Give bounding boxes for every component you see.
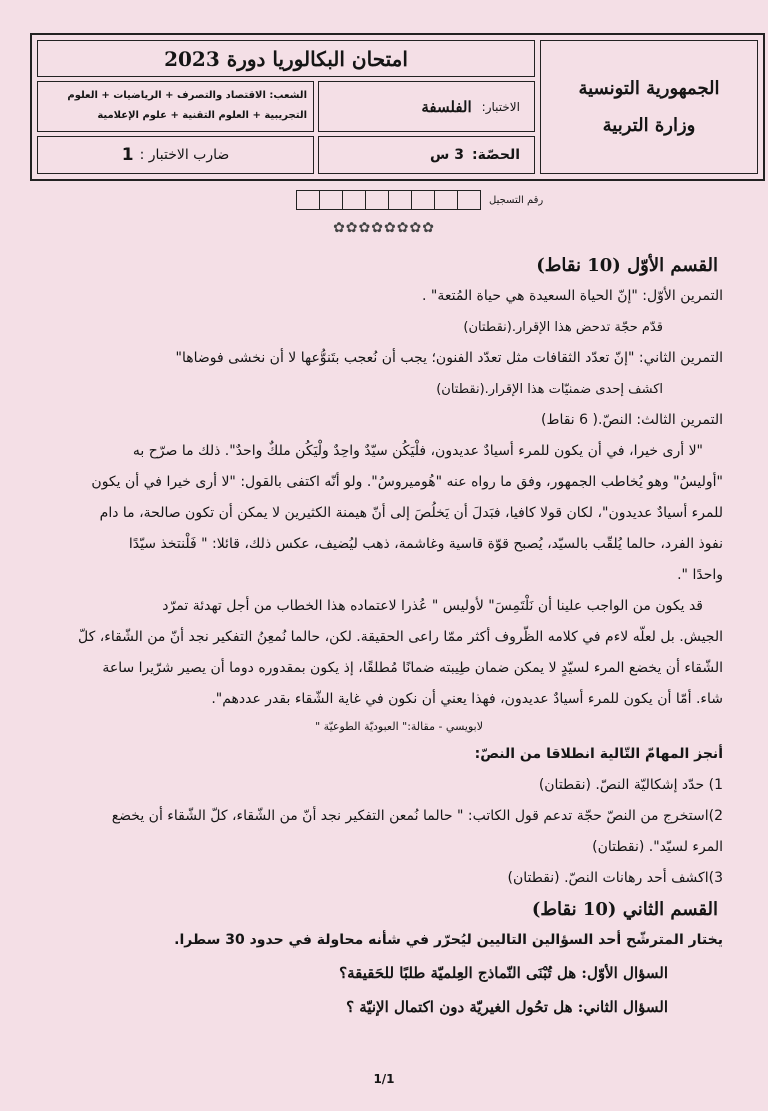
text-paragraph-1 xyxy=(30,436,723,591)
exercise3-heading: التمرين الثالث: النصّ.( 6 نقاط) xyxy=(541,412,723,428)
duration-value: 3 س xyxy=(430,147,464,163)
country-name: الجمهورية التونسية xyxy=(578,78,720,99)
registration-row xyxy=(297,190,543,210)
part2-intro: يختار المترشّح أحد السؤالين التاليين ليُحرّر في شأنه محاولة في حدود 30 سطرا. xyxy=(174,932,723,948)
task-3: 3)اكشف أحد رهانات النصّ. (نقطتان) xyxy=(507,870,723,886)
duration-label: الحصّة: xyxy=(471,147,520,163)
ministry-name: وزارة التربية xyxy=(602,115,696,136)
essay-question-2: السؤال الثاني: هل تحُول الغيريّة دون اكتمال الإنيّة ؟ xyxy=(346,998,668,1016)
text-line: قد يكون من الواجب علينا أن نَلْتَمِسَ" لأوليس " عُذرا لاعتماده هذا الخطاب من أجل تهدئة تمرّد xyxy=(162,598,703,614)
exercise2-task: اكشف إحدى ضمنيّات هذا الإقرار.(نقطتان) xyxy=(436,382,663,397)
exam-content xyxy=(30,250,723,1024)
text-line: "لا أرى خيرا، في أن يكون للمرء أسيادٌ عديدون، فلْيَكُن سيّدٌ واحِدٌ ولْيَكُن ملكٌ واحدٌ". ذلك ما صرّح به xyxy=(132,443,703,459)
exercise1-statement: التمرين الأوّل: "إنّ الحياة السعيدة هي حياة المُتعة" . xyxy=(422,288,723,304)
exam-title: امتحان البكالوريا دورة 2023 xyxy=(37,40,535,77)
text-source: لابويسي - مقالة:" العبوديّة الطوعيّة " xyxy=(315,720,483,733)
duration-cell xyxy=(318,136,535,174)
task-2: 2)استخرج من النصّ حجّة تدعم قول الكاتب: " حالما نُمعن التفكير نجد أنّ من الشّقاء، كلّ الشّقاء أن يخضع xyxy=(111,808,723,824)
ornament-divider: ✿✿✿✿✿✿✿✿ xyxy=(333,220,435,236)
text-paragraph-2 xyxy=(30,591,723,715)
part1-title: القسم الأوّل (10 نقاط) xyxy=(536,255,718,276)
coefficient-label: ضارب الاختبار : xyxy=(139,147,230,163)
registration-box[interactable] xyxy=(319,190,343,210)
text-line: الجيش. بل لعلّه لاءم في كلامه الظّروف أكثر ممّا راعى الحقيقة. لكن، حالما نُمعِنُ التفكير نجد أنّ من الشّقاء، كلّ xyxy=(78,629,723,645)
exercise2-statement: التمرين الثاني: "إنّ تعدّد الثقافات مثل تعدّد الفنون؛ يجب أن نُعجب بتَنوُّعها لا أن نخشى فوضاها" xyxy=(175,350,723,366)
exercise1-task: قدّم حجّة تدحض هذا الإقرار.(نقطتان) xyxy=(463,320,663,335)
text-line: نفوذ الفرد، حالما يُلقّب بالسيّد، يُصبح قوّة قاسية وغاشمة، ذهب ليُضيف، عكس ذلك، قائلا: " فَلْنتخذ سيّدًا xyxy=(128,536,723,552)
text-line: للمرء أسيادٌ عديدون"، لكان قولا كافيا، فبَدلَ أن يَخلُصَ إلى أنّ هيمنة الكثيرين لا يمكن أن تكون صالحة، ما دام xyxy=(99,505,723,521)
issuer-cell xyxy=(540,40,758,174)
task-1: 1) حدّد إشكاليّة النصّ. (نقطتان) xyxy=(538,777,723,793)
registration-box[interactable] xyxy=(434,190,458,210)
task-2-continued: المرء لسيّد". (نقطتان) xyxy=(592,839,723,855)
registration-box[interactable] xyxy=(411,190,435,210)
part2-title: القسم الثاني (10 نقاط) xyxy=(531,899,718,920)
tasks-intro: أنجز المهامّ التّالية انطلاقا من النصّ: xyxy=(474,746,723,762)
registration-box[interactable] xyxy=(342,190,366,210)
text-line: واحدًا ". xyxy=(677,567,723,583)
text-line: الشّقاء أن يخضع المرء لسيّدٍ لا يمكن ضمان طِيبته ضمانًا مُطلقًا، إذ يكون بمقدوره دوما أن يصير شرّيرا ساعة xyxy=(102,660,723,676)
text-line: شاء. أمّا أن يكون للمرء أسيادٌ عديدون، فهذا يعني أن نكون في غاية الشّقاء بقدر عددهم". xyxy=(211,691,723,707)
exam-sections: الشعب: الاقتصاد والتصرف + الرياضيات + العلوم التجريبية + العلوم التقنية + علوم الإعلامية xyxy=(37,81,314,132)
registration-box[interactable] xyxy=(457,190,481,210)
text-line: "أوليسُ" وهو يُخاطب الجمهور، وفق ما رواه عنه "هُوميروسُ". ولو أنّه اكتفى بالقول: "لا أرى خيرا في أن يكون xyxy=(91,474,723,490)
registration-box[interactable] xyxy=(365,190,389,210)
essay-question-1: السؤال الأوّل: هل تُبْنَى النّماذج العِلميّة طلبًا للحَقيقة؟ xyxy=(339,964,668,982)
registration-boxes xyxy=(297,190,481,210)
coefficient-value: 1 xyxy=(121,145,134,165)
registration-label: رقم التسجيل xyxy=(489,194,544,206)
registration-box[interactable] xyxy=(388,190,412,210)
coefficient-cell xyxy=(37,136,314,174)
page-number: 1/1 xyxy=(373,1072,395,1086)
subject-value: الفلسفة xyxy=(421,97,472,116)
exam-header xyxy=(30,33,765,181)
subject-cell xyxy=(318,81,535,132)
subject-label: الاختبار: xyxy=(481,99,520,114)
registration-box[interactable] xyxy=(296,190,320,210)
